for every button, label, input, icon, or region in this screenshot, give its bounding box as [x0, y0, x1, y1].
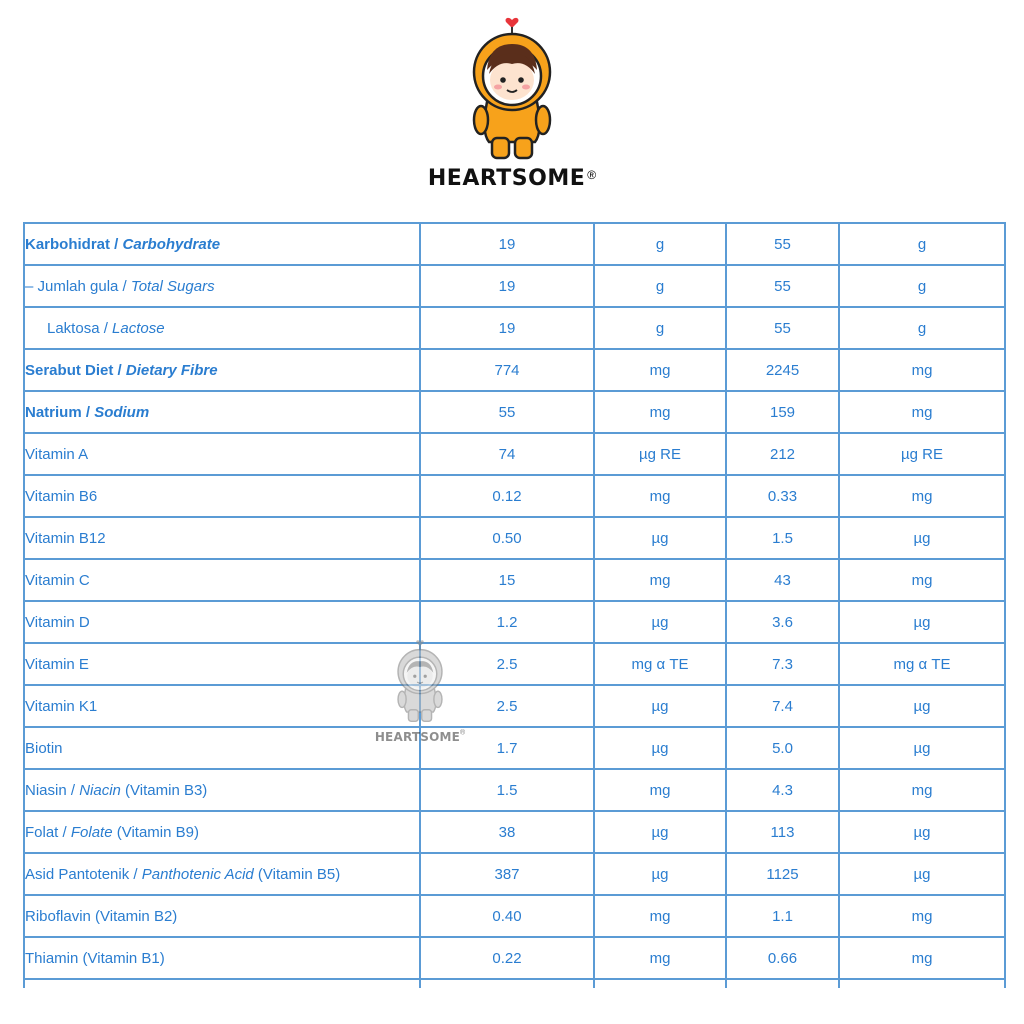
table-row	[24, 349, 1005, 391]
value-per-100g: 5.0	[726, 727, 839, 769]
table-row	[24, 307, 1005, 349]
table-row	[24, 475, 1005, 517]
unit-per-100g: µg	[839, 685, 1005, 727]
unit-per-100g: µg	[839, 727, 1005, 769]
unit-per-serving: mg α TE	[594, 643, 726, 685]
table-row	[24, 265, 1005, 307]
unit-per-serving: mg	[594, 769, 726, 811]
value-per-100g: 159	[726, 391, 839, 433]
unit-per-100g: mg	[839, 475, 1005, 517]
value-per-serving: 38	[420, 811, 594, 853]
watermark	[372, 636, 468, 746]
nutrient-name: Natrium / Sodium	[24, 391, 420, 433]
table-row	[24, 937, 1005, 979]
registered-mark: ®	[587, 167, 597, 182]
unit-per-serving: mg	[594, 391, 726, 433]
unit-per-100g: mg	[839, 895, 1005, 937]
brand-header	[0, 14, 1024, 191]
value-per-100g: 0.33	[726, 475, 839, 517]
nutrient-name: Niasin / Niacin (Vitamin B3)	[24, 769, 420, 811]
value-per-100g: 113	[726, 811, 839, 853]
unit-per-serving: µg	[594, 853, 726, 895]
table-row	[24, 601, 1005, 643]
value-per-serving: 0.12	[420, 475, 594, 517]
nutrient-name: Karbohidrat / Carbohydrate	[24, 223, 420, 265]
nutrient-name: Vitamin E	[24, 643, 420, 685]
unit-per-100g: mg	[839, 559, 1005, 601]
unit-per-100g: µg	[839, 853, 1005, 895]
table-row-cut-off	[24, 979, 1005, 988]
unit-per-100g: g	[839, 307, 1005, 349]
astronaut-watermark-icon	[394, 636, 446, 728]
value-per-100g: 7.3	[726, 643, 839, 685]
brand-name: HEARTSOME	[427, 166, 586, 191]
watermark-name: HEARTSOME	[374, 730, 461, 744]
unit-per-100g: g	[839, 265, 1005, 307]
value-per-serving: 19	[420, 307, 594, 349]
nutrient-name: Laktosa / Lactose	[24, 307, 420, 349]
unit-per-serving: µg	[594, 685, 726, 727]
unit-per-100g: µg	[839, 811, 1005, 853]
unit-per-100g: µg	[839, 601, 1005, 643]
value-per-100g: 55	[726, 265, 839, 307]
value-per-100g: 7.4	[726, 685, 839, 727]
unit-per-100g: mg	[839, 391, 1005, 433]
value-per-serving: 0.50	[420, 517, 594, 559]
astronaut-mascot-logo	[467, 14, 557, 166]
value-per-serving: 2.5	[420, 643, 594, 685]
value-per-100g: 1.5	[726, 517, 839, 559]
nutrient-name: Vitamin D	[24, 601, 420, 643]
unit-per-serving: g	[594, 265, 726, 307]
value-per-serving: 1.2	[420, 601, 594, 643]
nutrient-name: Thiamin (Vitamin B1)	[24, 937, 420, 979]
watermark-registered-mark: ®	[460, 729, 466, 737]
table-row	[24, 433, 1005, 475]
nutrient-name: Asid Pantotenik / Panthotenic Acid (Vitamin B5)	[24, 853, 420, 895]
unit-per-100g: mg	[839, 769, 1005, 811]
nutrient-name: Riboflavin (Vitamin B2)	[24, 895, 420, 937]
value-per-serving: 1.7	[420, 727, 594, 769]
unit-per-serving: mg	[594, 349, 726, 391]
value-per-100g: 55	[726, 307, 839, 349]
table-row	[24, 895, 1005, 937]
table-row	[24, 769, 1005, 811]
unit-per-serving: µg	[594, 727, 726, 769]
table-row	[24, 391, 1005, 433]
nutrient-name: Vitamin B6	[24, 475, 420, 517]
value-per-100g: 1125	[726, 853, 839, 895]
table-row	[24, 643, 1005, 685]
value-per-100g: 43	[726, 559, 839, 601]
value-per-serving: 387	[420, 853, 594, 895]
value-per-serving: 0.22	[420, 937, 594, 979]
nutrient-name: Vitamin K1	[24, 685, 420, 727]
value-per-serving: 55	[420, 391, 594, 433]
value-per-serving: 19	[420, 223, 594, 265]
value-per-100g: 55	[726, 223, 839, 265]
unit-per-serving: g	[594, 307, 726, 349]
value-per-100g: 2245	[726, 349, 839, 391]
value-per-serving: 74	[420, 433, 594, 475]
table-row	[24, 853, 1005, 895]
unit-per-100g: µg	[839, 517, 1005, 559]
unit-per-serving: µg	[594, 601, 726, 643]
unit-per-100g: mg	[839, 937, 1005, 979]
value-per-100g: 1.1	[726, 895, 839, 937]
unit-per-serving: mg	[594, 937, 726, 979]
unit-per-100g: g	[839, 223, 1005, 265]
nutrient-name: – Jumlah gula / Total Sugars	[24, 265, 420, 307]
unit-per-serving: µg RE	[594, 433, 726, 475]
unit-per-100g: mg α TE	[839, 643, 1005, 685]
unit-per-serving: µg	[594, 517, 726, 559]
value-per-serving: 2.5	[420, 685, 594, 727]
nutrient-name: Folat / Folate (Vitamin B9)	[24, 811, 420, 853]
table-row	[24, 685, 1005, 727]
value-per-100g: 3.6	[726, 601, 839, 643]
unit-per-100g: mg	[839, 349, 1005, 391]
nutrition-table	[23, 222, 1006, 988]
unit-per-serving: mg	[594, 475, 726, 517]
nutrient-name: Vitamin C	[24, 559, 420, 601]
value-per-100g: 0.66	[726, 937, 839, 979]
value-per-serving: 1.5	[420, 769, 594, 811]
table-row	[24, 223, 1005, 265]
value-per-serving: 0.40	[420, 895, 594, 937]
value-per-serving: 19	[420, 265, 594, 307]
unit-per-serving: g	[594, 223, 726, 265]
nutrient-name: Vitamin B12	[24, 517, 420, 559]
table-row	[24, 517, 1005, 559]
unit-per-100g: µg RE	[839, 433, 1005, 475]
nutrient-name: Serabut Diet / Dietary Fibre	[24, 349, 420, 391]
value-per-100g: 212	[726, 433, 839, 475]
table-row	[24, 811, 1005, 853]
unit-per-serving: mg	[594, 559, 726, 601]
value-per-serving: 774	[420, 349, 594, 391]
nutrient-name: Vitamin A	[24, 433, 420, 475]
value-per-serving: 15	[420, 559, 594, 601]
unit-per-serving: µg	[594, 811, 726, 853]
nutrient-name: Biotin	[24, 727, 420, 769]
unit-per-serving: mg	[594, 895, 726, 937]
table-row	[24, 727, 1005, 769]
value-per-100g: 4.3	[726, 769, 839, 811]
table-row	[24, 559, 1005, 601]
